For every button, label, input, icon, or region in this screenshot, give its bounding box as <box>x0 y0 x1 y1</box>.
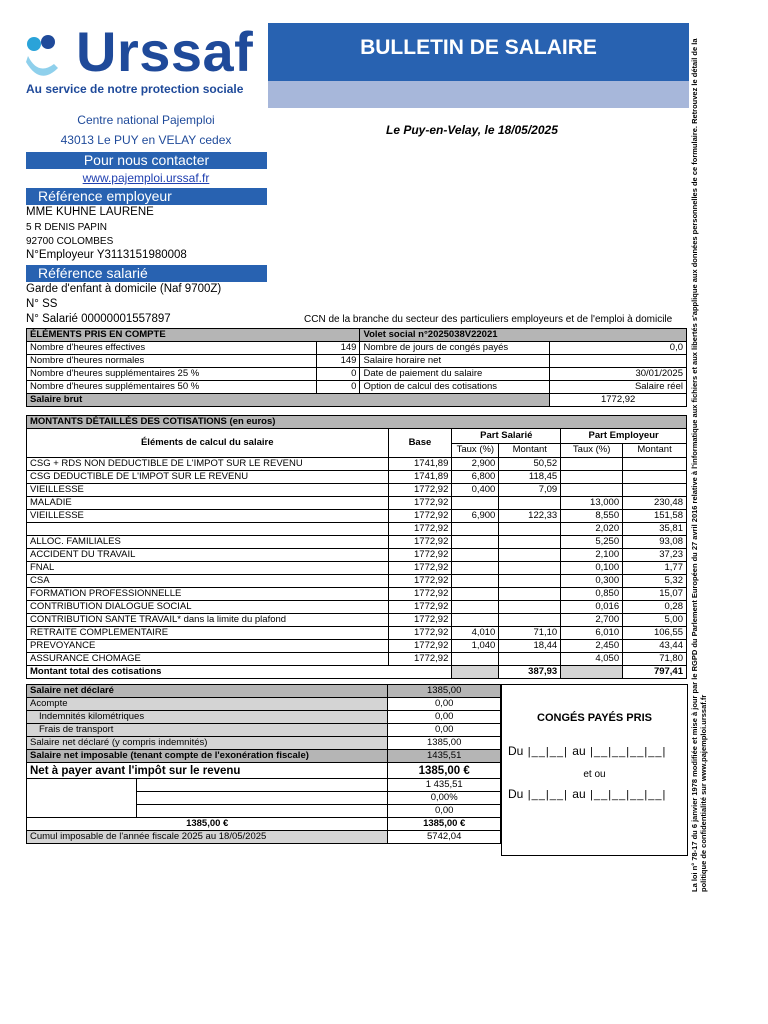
salarie-taux: 6,800 <box>452 471 499 484</box>
employeur-montant: 5,32 <box>623 575 687 588</box>
conges-et-ou: et ou <box>583 769 606 780</box>
contribution-base: 1772,92 <box>388 601 452 614</box>
net-label: Indemnités kilométriques <box>27 711 388 724</box>
net-value: 0,00 <box>388 698 501 711</box>
salarie-montant: 50,52 <box>499 458 561 471</box>
salarie-montant: 122,33 <box>499 510 561 523</box>
col-elements-header: Éléments de calcul du salaire <box>27 429 389 458</box>
salarie-montant <box>499 575 561 588</box>
employeur-montant: 0,28 <box>623 601 687 614</box>
salarie-taux <box>452 562 499 575</box>
employeur-taux: 5,250 <box>561 536 623 549</box>
contribution-base: 1772,92 <box>388 627 452 640</box>
element-label: Nombre d'heures effectives <box>27 342 317 355</box>
contribution-row <box>27 458 687 471</box>
col-taux-header: Taux (%) <box>561 443 623 458</box>
salarie-taux: 0,400 <box>452 484 499 497</box>
net-table <box>26 684 501 844</box>
employeur-montant: 15,07 <box>623 588 687 601</box>
employeur-montant: 93,08 <box>623 536 687 549</box>
element-value: 149 <box>316 355 360 368</box>
contribution-label: MALADIE <box>27 497 389 510</box>
contribution-label: FORMATION PROFESSIONNELLE <box>27 588 389 601</box>
gross-salary-value: 1772,92 <box>550 394 687 407</box>
salarie-montant <box>499 653 561 666</box>
date-field[interactable]: |__|__|__|__| <box>590 746 667 758</box>
salarie-montant: 118,45 <box>499 471 561 484</box>
contribution-label: ALLOC. FAMILIALES <box>27 536 389 549</box>
contributions-body <box>27 458 687 666</box>
elements-row <box>27 368 687 381</box>
element-label: Nombre d'heures supplémentaires 50 % <box>27 381 317 394</box>
employeur-taux: 8,550 <box>561 510 623 523</box>
ccn-note: CCN de la branche du secteur des particuliers employeurs et de l'emploi à domicile <box>304 314 673 325</box>
employeur-montant: 5,00 <box>623 614 687 627</box>
salarie-montant: 7,09 <box>499 484 561 497</box>
salarie-montant <box>499 549 561 562</box>
contribution-base: 1772,92 <box>388 523 452 536</box>
employee-ss: N° SS <box>26 298 58 310</box>
employer-street: 5 R DENIS PAPIN <box>26 222 107 233</box>
conges-period-1 <box>508 742 683 760</box>
contribution-row <box>27 510 687 523</box>
contribution-row <box>27 549 687 562</box>
col-taux-header: Taux (%) <box>452 443 499 458</box>
contributions-heading: MONTANTS DÉTAILLÉS DES COTISATIONS (en euros) <box>27 416 687 429</box>
col-montant-header: Montant <box>623 443 687 458</box>
privacy-notice-text: La loi n° 78-17 du 6 janvier 1978 modifiée et mise à jour par le RGPD du Parlement Européen du 27 avril 2016 relative à l'informatique aux fichiers et aux libertés s'applique aux données personnelles de ce formulaire. Retrouvez le détail de la politique de confidentialité sur www.pajemploi.urssaf.fr <box>690 38 708 892</box>
col-base-header: Base <box>388 429 452 458</box>
employer-number: N°Employeur Y3113151980008 <box>26 249 187 261</box>
contribution-base: 1772,92 <box>388 549 452 562</box>
net-pay-value: 1385,00 € <box>388 763 501 779</box>
net-row <box>27 685 501 698</box>
net-final-row <box>27 818 501 831</box>
salarie-taux <box>452 523 499 536</box>
element-value: 149 <box>316 342 360 355</box>
contribution-label: VIEILLESSE <box>27 510 389 523</box>
salarie-taux <box>452 497 499 510</box>
contribution-base: 1772,92 <box>388 562 452 575</box>
net-value: 1435,51 <box>388 750 501 763</box>
employeur-montant: 151,58 <box>623 510 687 523</box>
salarie-montant <box>499 588 561 601</box>
net-pay-label: Net à payer avant l'impôt sur le revenu <box>27 763 388 779</box>
logo-text: Urssaf <box>76 20 254 83</box>
contribution-label: CSG DEDUCTIBLE DE L'IMPOT SUR LE REVENU <box>27 471 389 484</box>
employee-number: N° Salarié 00000001557897 <box>26 313 171 325</box>
elements-table <box>26 328 687 407</box>
element-label: Date de paiement du salaire <box>360 368 550 381</box>
element-label: Salaire horaire net <box>360 355 550 368</box>
employeur-taux: 2,450 <box>561 640 623 653</box>
employee-band: Référence salarié <box>26 265 267 282</box>
tax-amount: 0,00 <box>388 805 501 818</box>
contribution-base: 1772,92 <box>388 653 452 666</box>
employeur-taux <box>561 458 623 471</box>
salarie-taux <box>452 536 499 549</box>
contribution-label: CSA <box>27 575 389 588</box>
element-value: 0 <box>316 368 360 381</box>
employeur-taux: 13,000 <box>561 497 623 510</box>
contribution-row <box>27 523 687 536</box>
employeur-montant: 71,80 <box>623 653 687 666</box>
element-label: Nombre d'heures supplémentaires 25 % <box>27 368 317 381</box>
net-label: Frais de transport <box>27 724 388 737</box>
net-final-right: 1385,00 € <box>388 818 501 831</box>
elements-row <box>27 355 687 368</box>
title-subbar <box>268 81 689 108</box>
contribution-label: CSG + RDS NON DEDUCTIBLE DE L'IMPOT SUR LE REVENU <box>27 458 389 471</box>
contact-band: Pour nous contacter <box>26 152 267 169</box>
employeur-montant: 35,81 <box>623 523 687 536</box>
contribution-label <box>27 523 389 536</box>
contribution-base: 1772,92 <box>388 588 452 601</box>
contribution-row <box>27 471 687 484</box>
employeur-taux: 0,300 <box>561 575 623 588</box>
contributions-table <box>26 415 687 679</box>
employeur-taux <box>561 471 623 484</box>
salarie-taux: 6,900 <box>452 510 499 523</box>
element-value: 0,0 <box>550 342 687 355</box>
contribution-label: FNAL <box>27 562 389 575</box>
elements-row <box>27 342 687 355</box>
contribution-base: 1772,92 <box>388 640 452 653</box>
contributions-total-row <box>27 666 687 679</box>
employeur-taux: 2,020 <box>561 523 623 536</box>
contribution-base: 1772,92 <box>388 497 452 510</box>
contribution-row <box>27 588 687 601</box>
cumul-row <box>27 831 501 844</box>
contribution-row <box>27 614 687 627</box>
privacy-notice <box>690 22 710 892</box>
contribution-row <box>27 497 687 510</box>
cumul-value: 5742,04 <box>388 831 501 844</box>
contribution-row <box>27 536 687 549</box>
net-row <box>27 737 501 750</box>
salarie-taux <box>452 614 499 627</box>
contribution-base: 1772,92 <box>388 536 452 549</box>
element-label: Nombre d'heures normales <box>27 355 317 368</box>
contribution-row <box>27 627 687 640</box>
document-title: BULLETIN DE SALAIRE <box>268 23 689 81</box>
elements-heading-left: ÉLÉMENTS PRIS EN COMPTE <box>27 329 360 342</box>
net-final-left: 1385,00 € <box>27 818 388 831</box>
urssaf-logo <box>24 34 74 80</box>
contribution-base: 1772,92 <box>388 484 452 497</box>
employeur-montant <box>623 458 687 471</box>
element-value: 0 <box>316 381 360 394</box>
total-employeur: 797,41 <box>623 666 687 679</box>
net-label: Salaire net déclaré (y compris indemnités) <box>27 737 388 750</box>
salarie-taux: 2,900 <box>452 458 499 471</box>
employer-name: MME KUHNE LAURENE <box>26 206 154 218</box>
element-value: 30/01/2025 <box>550 368 687 381</box>
employeur-taux: 4,050 <box>561 653 623 666</box>
employeur-montant <box>623 484 687 497</box>
salarie-taux <box>452 549 499 562</box>
tax-rate: 0,00% <box>388 792 501 805</box>
employeur-taux: 6,010 <box>561 627 623 640</box>
col-montant-header: Montant <box>499 443 561 458</box>
date-field[interactable]: |__|__| <box>527 746 568 758</box>
tax-row <box>27 779 501 792</box>
elements-heading-row <box>27 329 687 342</box>
employeur-montant <box>623 471 687 484</box>
contribution-base: 1772,92 <box>388 510 452 523</box>
net-label: Salaire net imposable (tenant compte de l'exonération fiscale) <box>27 750 388 763</box>
employeur-taux: 0,100 <box>561 562 623 575</box>
salarie-taux <box>452 575 499 588</box>
net-row <box>27 750 501 763</box>
contributions-header-row <box>27 429 687 444</box>
elements-row <box>27 381 687 394</box>
salarie-montant: 18,44 <box>499 640 561 653</box>
cumul-label: Cumul imposable de l'année fiscale 2025 au 18/05/2025 <box>27 831 388 844</box>
employeur-taux: 2,100 <box>561 549 623 562</box>
net-label: Acompte <box>27 698 388 711</box>
contributions-heading-row <box>27 416 687 429</box>
employeur-taux: 0,016 <box>561 601 623 614</box>
date-field[interactable]: |__|__| <box>527 789 568 801</box>
employeur-montant: 230,48 <box>623 497 687 510</box>
net-value: 1385,00 <box>388 737 501 750</box>
contribution-base: 1741,89 <box>388 471 452 484</box>
salarie-montant <box>499 523 561 536</box>
contact-link[interactable]: www.pajemploi.urssaf.fr <box>82 171 210 185</box>
element-label: Option de calcul des cotisations <box>360 381 550 394</box>
contribution-row <box>27 653 687 666</box>
col-part-salarie-header: Part Salarié <box>452 429 561 444</box>
col-part-employeur-header: Part Employeur <box>561 429 687 444</box>
contribution-label: PREVOYANCE <box>27 640 389 653</box>
employer-city: 92700 COLOMBES <box>26 236 114 247</box>
conges-au-label: au <box>572 744 586 758</box>
salarie-taux <box>452 653 499 666</box>
salarie-taux: 4,010 <box>452 627 499 640</box>
employeur-montant: 43,44 <box>623 640 687 653</box>
employeur-taux: 2,700 <box>561 614 623 627</box>
conges-title: CONGÉS PAYÉS PRIS <box>537 712 652 724</box>
salarie-montant <box>499 536 561 549</box>
contribution-base: 1741,89 <box>388 458 452 471</box>
net-label: Salaire net déclaré <box>27 685 388 698</box>
element-label: Nombre de jours de congés payés <box>360 342 550 355</box>
net-pay-row <box>27 763 501 779</box>
contribution-base: 1772,92 <box>388 575 452 588</box>
employeur-montant: 106,55 <box>623 627 687 640</box>
employeur-montant: 1,77 <box>623 562 687 575</box>
employeur-taux <box>561 484 623 497</box>
conges-box <box>501 684 688 856</box>
contribution-row <box>27 562 687 575</box>
contribution-label: ACCIDENT DU TRAVAIL <box>27 549 389 562</box>
net-row <box>27 698 501 711</box>
contribution-row <box>27 601 687 614</box>
element-value: Salaire réel <box>550 381 687 394</box>
salarie-montant: 71,10 <box>499 627 561 640</box>
conges-period-2 <box>508 785 683 803</box>
conges-du-label: Du <box>508 744 524 758</box>
net-row <box>27 724 501 737</box>
elements-heading-right: Volet social n°2025038V22021 <box>360 329 687 342</box>
salarie-montant <box>499 497 561 510</box>
salarie-montant <box>499 562 561 575</box>
contribution-row <box>27 575 687 588</box>
contribution-base: 1772,92 <box>388 614 452 627</box>
net-row <box>27 711 501 724</box>
net-value: 0,00 <box>388 724 501 737</box>
date-line: Le Puy-en-Velay, le 18/05/2025 <box>386 123 558 137</box>
logo-tagline: Au service de notre protection sociale <box>26 82 244 96</box>
net-value: 0,00 <box>388 711 501 724</box>
salarie-montant <box>499 601 561 614</box>
total-salarie: 387,93 <box>499 666 561 679</box>
total-label: Montant total des cotisations <box>27 666 452 679</box>
contribution-label: CONTRIBUTION SANTE TRAVAIL* dans la limite du plafond <box>27 614 389 627</box>
contribution-row <box>27 484 687 497</box>
contribution-label: ASSURANCE CHOMAGE <box>27 653 389 666</box>
salarie-taux <box>452 601 499 614</box>
salarie-taux: 1,040 <box>452 640 499 653</box>
employer-band: Référence employeur <box>26 188 267 205</box>
gross-salary-label: Salaire brut <box>27 394 550 407</box>
logo-mark-icon <box>24 34 74 80</box>
employeur-taux: 0,850 <box>561 588 623 601</box>
employee-job: Garde d'enfant à domicile (Naf 9700Z) <box>26 283 222 295</box>
conges-du-label: Du <box>508 787 524 801</box>
net-value: 1385,00 <box>388 685 501 698</box>
tax-base: 1 435,51 <box>388 779 501 792</box>
contribution-label: CONTRIBUTION DIALOGUE SOCIAL <box>27 601 389 614</box>
salarie-montant <box>499 614 561 627</box>
contribution-row <box>27 640 687 653</box>
contribution-label: VIEILLESSE <box>27 484 389 497</box>
conges-au-label: au <box>572 787 586 801</box>
salarie-taux <box>452 588 499 601</box>
gross-salary-row <box>27 394 687 407</box>
center-name: Centre national Pajemploi <box>77 113 215 127</box>
center-city: 43013 Le PUY en VELAY cedex <box>60 133 232 147</box>
date-field[interactable]: |__|__|__|__| <box>590 789 667 801</box>
contribution-label: RETRAITE COMPLEMENTAIRE <box>27 627 389 640</box>
employeur-montant: 37,23 <box>623 549 687 562</box>
element-value <box>550 355 687 368</box>
